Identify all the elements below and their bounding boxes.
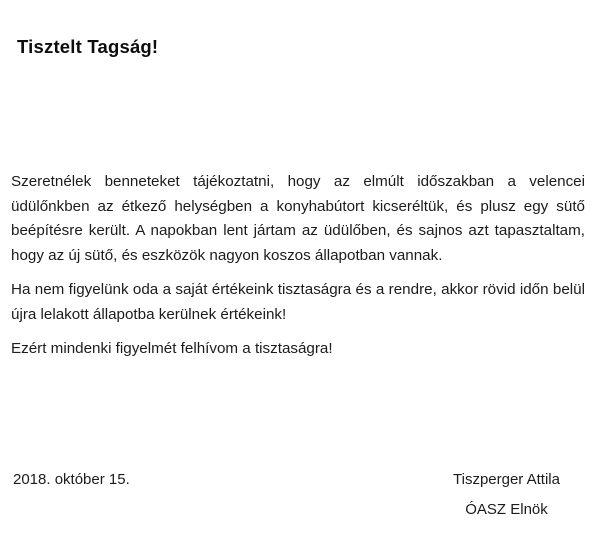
salutation-heading: Tisztelt Tagság! [17, 36, 159, 57]
signature-block [453, 470, 560, 519]
signature-title: ÓASZ Elnök [465, 501, 548, 518]
letter-body [11, 170, 585, 362]
paragraph-2: Ha nem figyelünk oda a saját értékeink tisztaságra és a rendre, akkor rövid időn belül újra lelakott állapotba kerülnek értékeink! [11, 281, 585, 323]
signature-name: Tiszperger Attila [453, 471, 560, 488]
paragraph-3: Ezért mindenki figyelmét felhívom a tisztaságra! [11, 340, 333, 357]
paragraph-1: Szeretnélek benneteket tájékoztatni, hogy az elmúlt időszakban a velencei üdülőnkben az étkező helységben a konyhabútort kicseréltük, és plusz egy sütő beépítésre került. A napokban lent jártam az üdülőben, és sajnos azt tapasztaltam, hogy az új sütő, és eszközök nagyon koszos állapotban vannak. [11, 173, 585, 264]
date-line: 2018. október 15. [13, 471, 130, 488]
